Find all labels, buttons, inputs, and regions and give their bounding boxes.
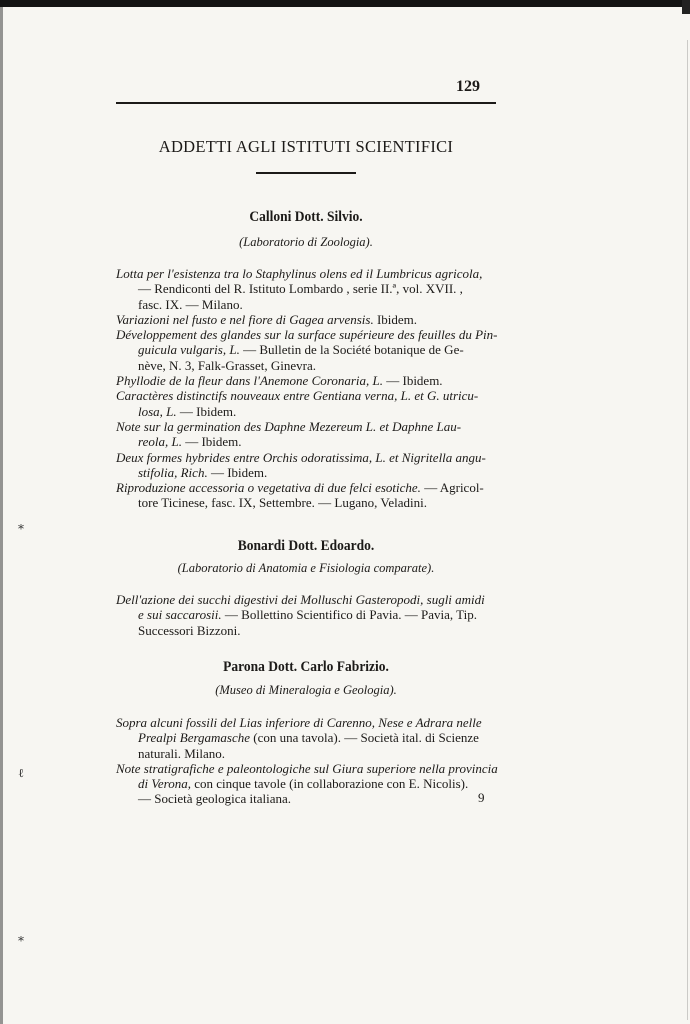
publication-line — [116, 465, 508, 480]
publication-details: Ibidem. — [373, 311, 418, 327]
publication-line — [116, 358, 508, 373]
publication-line — [116, 450, 508, 465]
publication-line — [116, 746, 508, 761]
author-name: Calloni Dott. Silvio. — [249, 209, 363, 225]
page-left-edge — [0, 7, 3, 1024]
publication-line — [116, 312, 508, 327]
publication-details: — Ibidem. — [207, 464, 268, 480]
publication-details: — Ibidem. — [181, 434, 242, 450]
author-institution: (Laboratorio di Zoologia). — [239, 235, 373, 249]
publication-title: Dell'azione dei succhi digestivi dei Molluschi Gasteropodi, sugli amidi — [116, 592, 485, 607]
publication-details: naturali. Milano. — [138, 745, 226, 761]
publication-details: Successori Bizzoni. — [138, 622, 241, 638]
publication-title: guicula vulgaris, L. — [138, 342, 240, 358]
publication-line — [116, 776, 508, 791]
publication-title: Lotta per l'esistenza tra lo Staphylinus olens ed il Lumbricus agricola, — [116, 266, 483, 281]
publication-line — [116, 404, 508, 419]
publication-details: — Ibidem. — [176, 403, 237, 419]
author-name: Bonardi Dott. Edoardo. — [237, 538, 375, 554]
publication-line — [116, 327, 508, 342]
publication-line — [116, 419, 508, 434]
publication-line — [116, 297, 508, 312]
author-institution: (Laboratorio di Anatomia e Fisiologia comparate). — [177, 561, 435, 575]
publication-title: Développement des glandes sur la surface supérieure des feuilles du Pin- — [116, 327, 498, 343]
publication-list — [116, 266, 508, 511]
publication-line — [116, 388, 508, 403]
margin-mark: ⁎ — [18, 930, 24, 944]
section-title: ADDETTI AGLI ISTITUTI SCIENTIFICI — [158, 137, 454, 156]
publication-title: e sui saccarosii. — [138, 607, 222, 623]
publication-line — [116, 495, 508, 510]
publication-title: Variazioni nel fusto e nel fiore di Gagea arvensis. — [116, 311, 374, 327]
publication-line — [116, 761, 508, 776]
signature-mark: 9 — [478, 790, 485, 805]
publication-list — [116, 715, 508, 807]
publication-title: Phyllodie de la fleur dans l'Anemone Coronaria, L. — [116, 373, 383, 389]
publication-list — [116, 592, 508, 638]
publication-details: tore Ticinese, fasc. IX, Settembre. — Lugano, Veladini. — [138, 495, 427, 511]
publication-title: losa, L. — [138, 403, 177, 419]
publication-title: Note sur la germination des Daphne Mezereum L. et Daphne Lau- — [116, 418, 462, 434]
publication-line — [116, 434, 508, 449]
page-number: 129 — [456, 78, 480, 95]
publication-line — [116, 715, 508, 730]
publication-line — [116, 266, 508, 281]
header-rule — [116, 102, 496, 104]
publication-details: — Ibidem. — [382, 373, 443, 389]
top-border — [0, 0, 690, 7]
publication-title: Deux formes hybrides entre Orchis odoratissima, L. et Nigritella angu- — [116, 449, 486, 465]
page-right-edge — [687, 40, 688, 1020]
publication-line — [116, 281, 508, 296]
top-corner-mark — [682, 0, 690, 14]
margin-mark: ℓ — [18, 766, 24, 780]
publication-line — [116, 480, 508, 495]
publication-line — [116, 373, 508, 388]
publication-title: Caractères distinctifs nouveaux entre Gentiana verna, L. et G. utricu- — [116, 388, 479, 404]
publication-line — [116, 342, 508, 357]
publication-details: — Bulletin de la Société botanique de Ge- — [239, 342, 464, 358]
publication-title: di Verona, — [138, 776, 191, 792]
publication-line — [116, 592, 508, 607]
publication-title: Riproduzione accessoria o vegetativa di due felci esotiche. — [116, 480, 421, 496]
publication-details: con cinque tavole (in collaborazione con E. Nicolis). — [190, 776, 469, 792]
publication-line — [116, 623, 508, 638]
publication-title: reola, L. — [138, 434, 182, 450]
author-institution: (Museo di Mineralogia e Geologia). — [215, 683, 397, 697]
publication-details: — Società geologica italiana. — [138, 791, 292, 807]
publication-line — [116, 607, 508, 622]
publication-title: Sopra alcuni fossili del Lias inferiore di Carenno, Nese e Adrara nelle — [116, 715, 482, 730]
publication-title: Note stratigrafiche e paleontologiche sul Giura superiore nella provincia — [116, 760, 498, 776]
publication-details: — Rendiconti del R. Istituto Lombardo , serie II.ª, vol. XVII. , — [138, 281, 463, 297]
margin-mark: ⁎ — [18, 518, 24, 532]
publication-details: (con una tavola). — Società ital. di Scienze — [250, 730, 479, 746]
publication-details: — Agricol- — [420, 480, 484, 496]
publication-details: nève, N. 3, Falk-Grasset, Ginevra. — [138, 357, 316, 373]
publication-title: Prealpi Bergamasche — [138, 730, 251, 746]
publication-line — [116, 730, 508, 745]
publication-details: — Bollettino Scientifico di Pavia. — Pavia, Tip. — [221, 607, 477, 623]
publication-details: fasc. IX. — Milano. — [138, 296, 243, 312]
publication-line — [116, 791, 508, 806]
publication-title: stifolia, Rich. — [138, 464, 208, 480]
title-rule — [256, 172, 356, 174]
author-name: Parona Dott. Carlo Fabrizio. — [223, 659, 389, 675]
